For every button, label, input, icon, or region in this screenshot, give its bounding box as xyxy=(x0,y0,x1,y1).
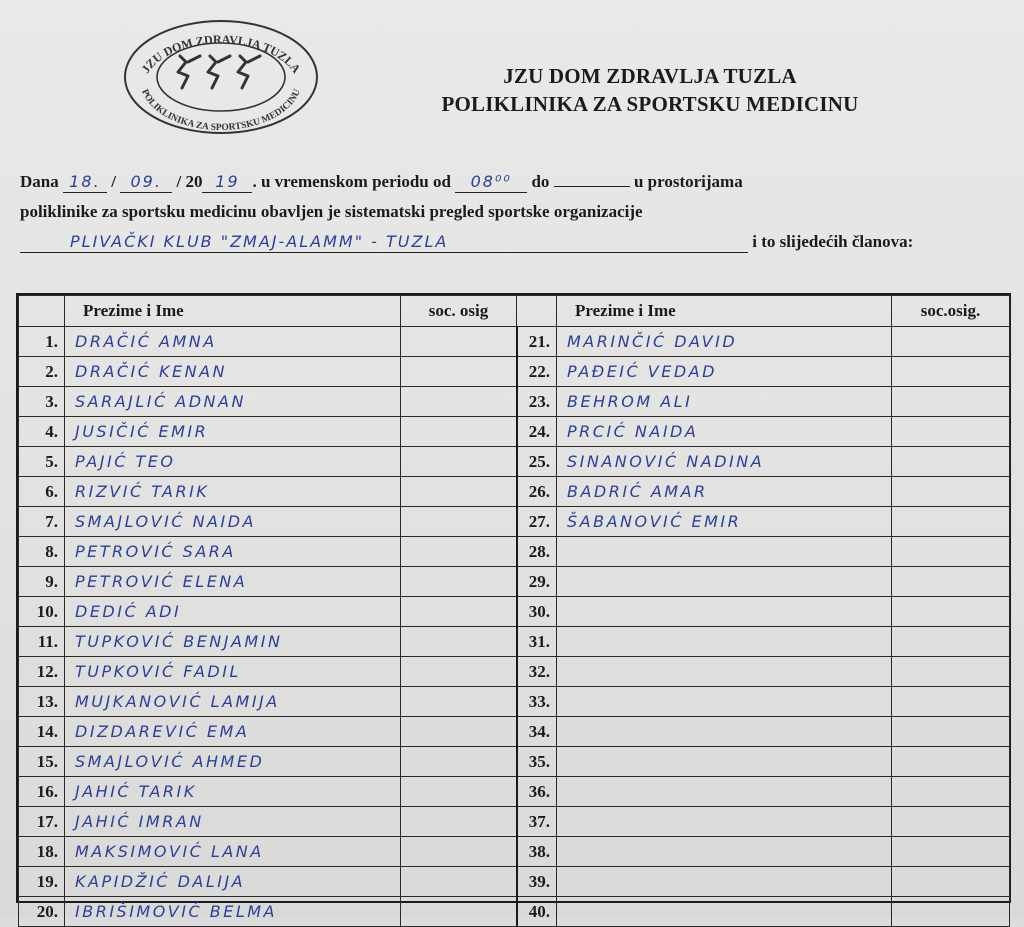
social-insurance-cell xyxy=(892,567,1010,597)
member-name: TUPKOVIĆ FADIL xyxy=(65,657,401,687)
table-row xyxy=(19,417,1010,447)
member-name xyxy=(557,657,892,687)
member-name xyxy=(557,747,892,777)
member-name: MAKSIMOVIĆ LANA xyxy=(65,837,401,867)
member-number: 36. xyxy=(517,777,557,807)
member-number: 33. xyxy=(517,687,557,717)
member-number: 16. xyxy=(19,777,65,807)
member-number: 12. xyxy=(19,657,65,687)
member-name: DRAČIĆ KENAN xyxy=(65,357,401,387)
social-insurance-cell xyxy=(401,867,517,897)
member-name xyxy=(557,717,892,747)
member-name: PRCIĆ NAIDA xyxy=(557,417,892,447)
member-number: 6. xyxy=(19,477,65,507)
member-number: 40. xyxy=(517,897,557,927)
institution-name: JZU DOM ZDRAVLJA TUZLA xyxy=(503,64,797,88)
social-insurance-cell xyxy=(401,567,517,597)
social-insurance-cell xyxy=(892,327,1010,357)
header-name-right: Prezime i Ime xyxy=(557,296,892,327)
member-name: JAHIĆ TARIK xyxy=(65,777,401,807)
table-row xyxy=(19,567,1010,597)
member-name: JAHIĆ IMRAN xyxy=(65,807,401,837)
date-day: 18. xyxy=(69,172,101,191)
table-row xyxy=(19,537,1010,567)
member-number: 19. xyxy=(19,867,65,897)
table-row xyxy=(19,627,1010,657)
member-number: 24. xyxy=(517,417,557,447)
table-row xyxy=(19,747,1010,777)
member-number: 20. xyxy=(19,897,65,927)
table-header-row xyxy=(19,296,1010,327)
member-number: 30. xyxy=(517,597,557,627)
social-insurance-cell xyxy=(892,387,1010,417)
member-number: 34. xyxy=(517,717,557,747)
social-insurance-cell xyxy=(401,687,517,717)
table-row xyxy=(19,807,1010,837)
member-name: SMAJLOVIĆ AHMED xyxy=(65,747,401,777)
member-name: PAJIĆ TEO xyxy=(65,447,401,477)
social-insurance-cell xyxy=(892,357,1010,387)
table-row xyxy=(19,327,1010,357)
member-number: 17. xyxy=(19,807,65,837)
member-name: SMAJLOVIĆ NAIDA xyxy=(65,507,401,537)
member-roster-table xyxy=(16,293,1011,921)
social-insurance-cell xyxy=(401,387,517,417)
member-number: 1. xyxy=(19,327,65,357)
social-insurance-cell xyxy=(401,897,517,927)
member-number: 35. xyxy=(517,747,557,777)
social-insurance-cell xyxy=(401,597,517,627)
member-name xyxy=(557,837,892,867)
table-row xyxy=(19,387,1010,417)
table-row xyxy=(19,837,1010,867)
dana-label: Dana xyxy=(20,172,59,191)
social-insurance-cell xyxy=(892,477,1010,507)
clinic-stamp xyxy=(122,18,320,136)
member-name: KAPIDŽIĆ DALIJA xyxy=(65,867,401,897)
member-number: 3. xyxy=(19,387,65,417)
time-from: 08⁰⁰ xyxy=(470,172,512,191)
social-insurance-cell xyxy=(892,747,1010,777)
member-number: 37. xyxy=(517,807,557,837)
social-insurance-cell xyxy=(401,357,517,387)
member-name: PETROVIĆ ELENA xyxy=(65,567,401,597)
member-name: JUSIČIĆ EMIR xyxy=(65,417,401,447)
member-number: 27. xyxy=(517,507,557,537)
social-insurance-cell xyxy=(892,417,1010,447)
social-insurance-cell xyxy=(892,867,1010,897)
social-insurance-cell xyxy=(401,627,517,657)
social-insurance-cell xyxy=(401,657,517,687)
member-name: BEHROM ALI xyxy=(557,387,892,417)
social-insurance-cell xyxy=(401,837,517,867)
social-insurance-cell xyxy=(401,537,517,567)
member-number: 23. xyxy=(517,387,557,417)
member-name: IBRIŠIMOVIĆ BELMA xyxy=(65,897,401,927)
member-name xyxy=(557,567,892,597)
table-row xyxy=(19,687,1010,717)
member-name: BADRIĆ AMAR xyxy=(557,477,892,507)
member-number: 7. xyxy=(19,507,65,537)
member-name: ŠABANOVIĆ EMIR xyxy=(557,507,892,537)
header-num-right xyxy=(517,296,557,327)
social-insurance-cell xyxy=(401,807,517,837)
member-name xyxy=(557,777,892,807)
member-number: 4. xyxy=(19,417,65,447)
member-name: TUPKOVIĆ BENJAMIN xyxy=(65,627,401,657)
table-row xyxy=(19,447,1010,477)
member-name: MUJKANOVIĆ LAMIJA xyxy=(65,687,401,717)
period-label: . u vremenskom periodu od xyxy=(252,172,451,191)
member-number: 38. xyxy=(517,837,557,867)
header-soc-left: soc. osig xyxy=(401,296,517,327)
runner-logo-icon xyxy=(178,56,260,88)
member-number: 13. xyxy=(19,687,65,717)
stamp-top-text: JZU DOM ZDRAVLJA TUZLA xyxy=(138,32,304,76)
member-name: MARINČIĆ DAVID xyxy=(557,327,892,357)
member-number: 18. xyxy=(19,837,65,867)
table-row xyxy=(19,867,1010,897)
social-insurance-cell xyxy=(401,747,517,777)
member-number: 8. xyxy=(19,537,65,567)
svg-text:JZU DOM ZDRAVLJA TUZLA xyxy=(138,32,303,76)
date-year: 19 xyxy=(215,172,240,191)
member-name xyxy=(557,867,892,897)
header-num-left xyxy=(19,296,65,327)
social-insurance-cell xyxy=(892,897,1010,927)
table-row xyxy=(19,717,1010,747)
stamp-bottom-text: POLIKLINIKA ZA SPORTSKU MEDICINU xyxy=(139,87,303,134)
social-insurance-cell xyxy=(401,717,517,747)
member-number: 39. xyxy=(517,867,557,897)
social-insurance-cell xyxy=(401,777,517,807)
member-name xyxy=(557,597,892,627)
member-name: RIZVIĆ TARIK xyxy=(65,477,401,507)
member-name: SARAJLIĆ ADNAN xyxy=(65,387,401,417)
do-label: do xyxy=(531,172,550,191)
member-number: 29. xyxy=(517,567,557,597)
member-name xyxy=(557,897,892,927)
department-name: POLIKLINIKA ZA SPORTSKU MEDICINU xyxy=(441,92,859,116)
social-insurance-cell xyxy=(892,837,1010,867)
table-row xyxy=(19,897,1010,927)
social-insurance-cell xyxy=(892,627,1010,657)
social-insurance-cell xyxy=(892,687,1010,717)
member-name xyxy=(557,807,892,837)
social-insurance-cell xyxy=(892,777,1010,807)
intro-line-date xyxy=(20,172,743,193)
member-number: 10. xyxy=(19,597,65,627)
member-number: 22. xyxy=(517,357,557,387)
social-insurance-cell xyxy=(401,327,517,357)
header-soc-right: soc.osig. xyxy=(892,296,1010,327)
member-number: 28. xyxy=(517,537,557,567)
member-name: DEDIĆ ADI xyxy=(65,597,401,627)
document-header xyxy=(330,62,970,118)
table-row xyxy=(19,657,1010,687)
social-insurance-cell xyxy=(892,807,1010,837)
member-number: 9. xyxy=(19,567,65,597)
table-row xyxy=(19,357,1010,387)
organization-name: PLIVAČKI KLUB "ZMAJ-ALAMM" - TUZLA xyxy=(70,232,449,251)
member-name xyxy=(557,627,892,657)
intro-line-2: poliklinike za sportsku medicinu obavljen je sistematski pregled sportske organizacije xyxy=(20,202,643,221)
social-insurance-cell xyxy=(401,507,517,537)
social-insurance-cell xyxy=(892,597,1010,627)
member-number: 21. xyxy=(517,327,557,357)
member-name: DIZDAREVIĆ EMA xyxy=(65,717,401,747)
social-insurance-cell xyxy=(401,477,517,507)
date-month: 09. xyxy=(130,172,162,191)
member-name xyxy=(557,687,892,717)
social-insurance-cell xyxy=(892,507,1010,537)
social-insurance-cell xyxy=(892,657,1010,687)
social-insurance-cell xyxy=(401,417,517,447)
member-name: PAĐEIĆ VEDAD xyxy=(557,357,892,387)
member-number: 15. xyxy=(19,747,65,777)
header-name-left: Prezime i Ime xyxy=(65,296,401,327)
year-prefix: / 20 xyxy=(176,172,203,191)
member-number: 5. xyxy=(19,447,65,477)
member-number: 31. xyxy=(517,627,557,657)
member-number: 2. xyxy=(19,357,65,387)
member-name xyxy=(557,537,892,567)
social-insurance-cell xyxy=(401,447,517,477)
table-row xyxy=(19,777,1010,807)
member-number: 25. xyxy=(517,447,557,477)
table-row xyxy=(19,597,1010,627)
intro-line-org xyxy=(20,232,913,253)
member-name: DRAČIĆ AMNA xyxy=(65,327,401,357)
social-insurance-cell xyxy=(892,537,1010,567)
room-label: u prostorijama xyxy=(633,172,743,191)
member-number: 26. xyxy=(517,477,557,507)
date-separator: / xyxy=(111,172,116,191)
member-number: 11. xyxy=(19,627,65,657)
members-label: i to slijedećih članova: xyxy=(752,232,914,251)
social-insurance-cell xyxy=(892,447,1010,477)
table-row xyxy=(19,507,1010,537)
social-insurance-cell xyxy=(892,717,1010,747)
member-number: 32. xyxy=(517,657,557,687)
table-row xyxy=(19,477,1010,507)
member-name: SINANOVIĆ NADINA xyxy=(557,447,892,477)
member-number: 14. xyxy=(19,717,65,747)
member-name: PETROVIĆ SARA xyxy=(65,537,401,567)
